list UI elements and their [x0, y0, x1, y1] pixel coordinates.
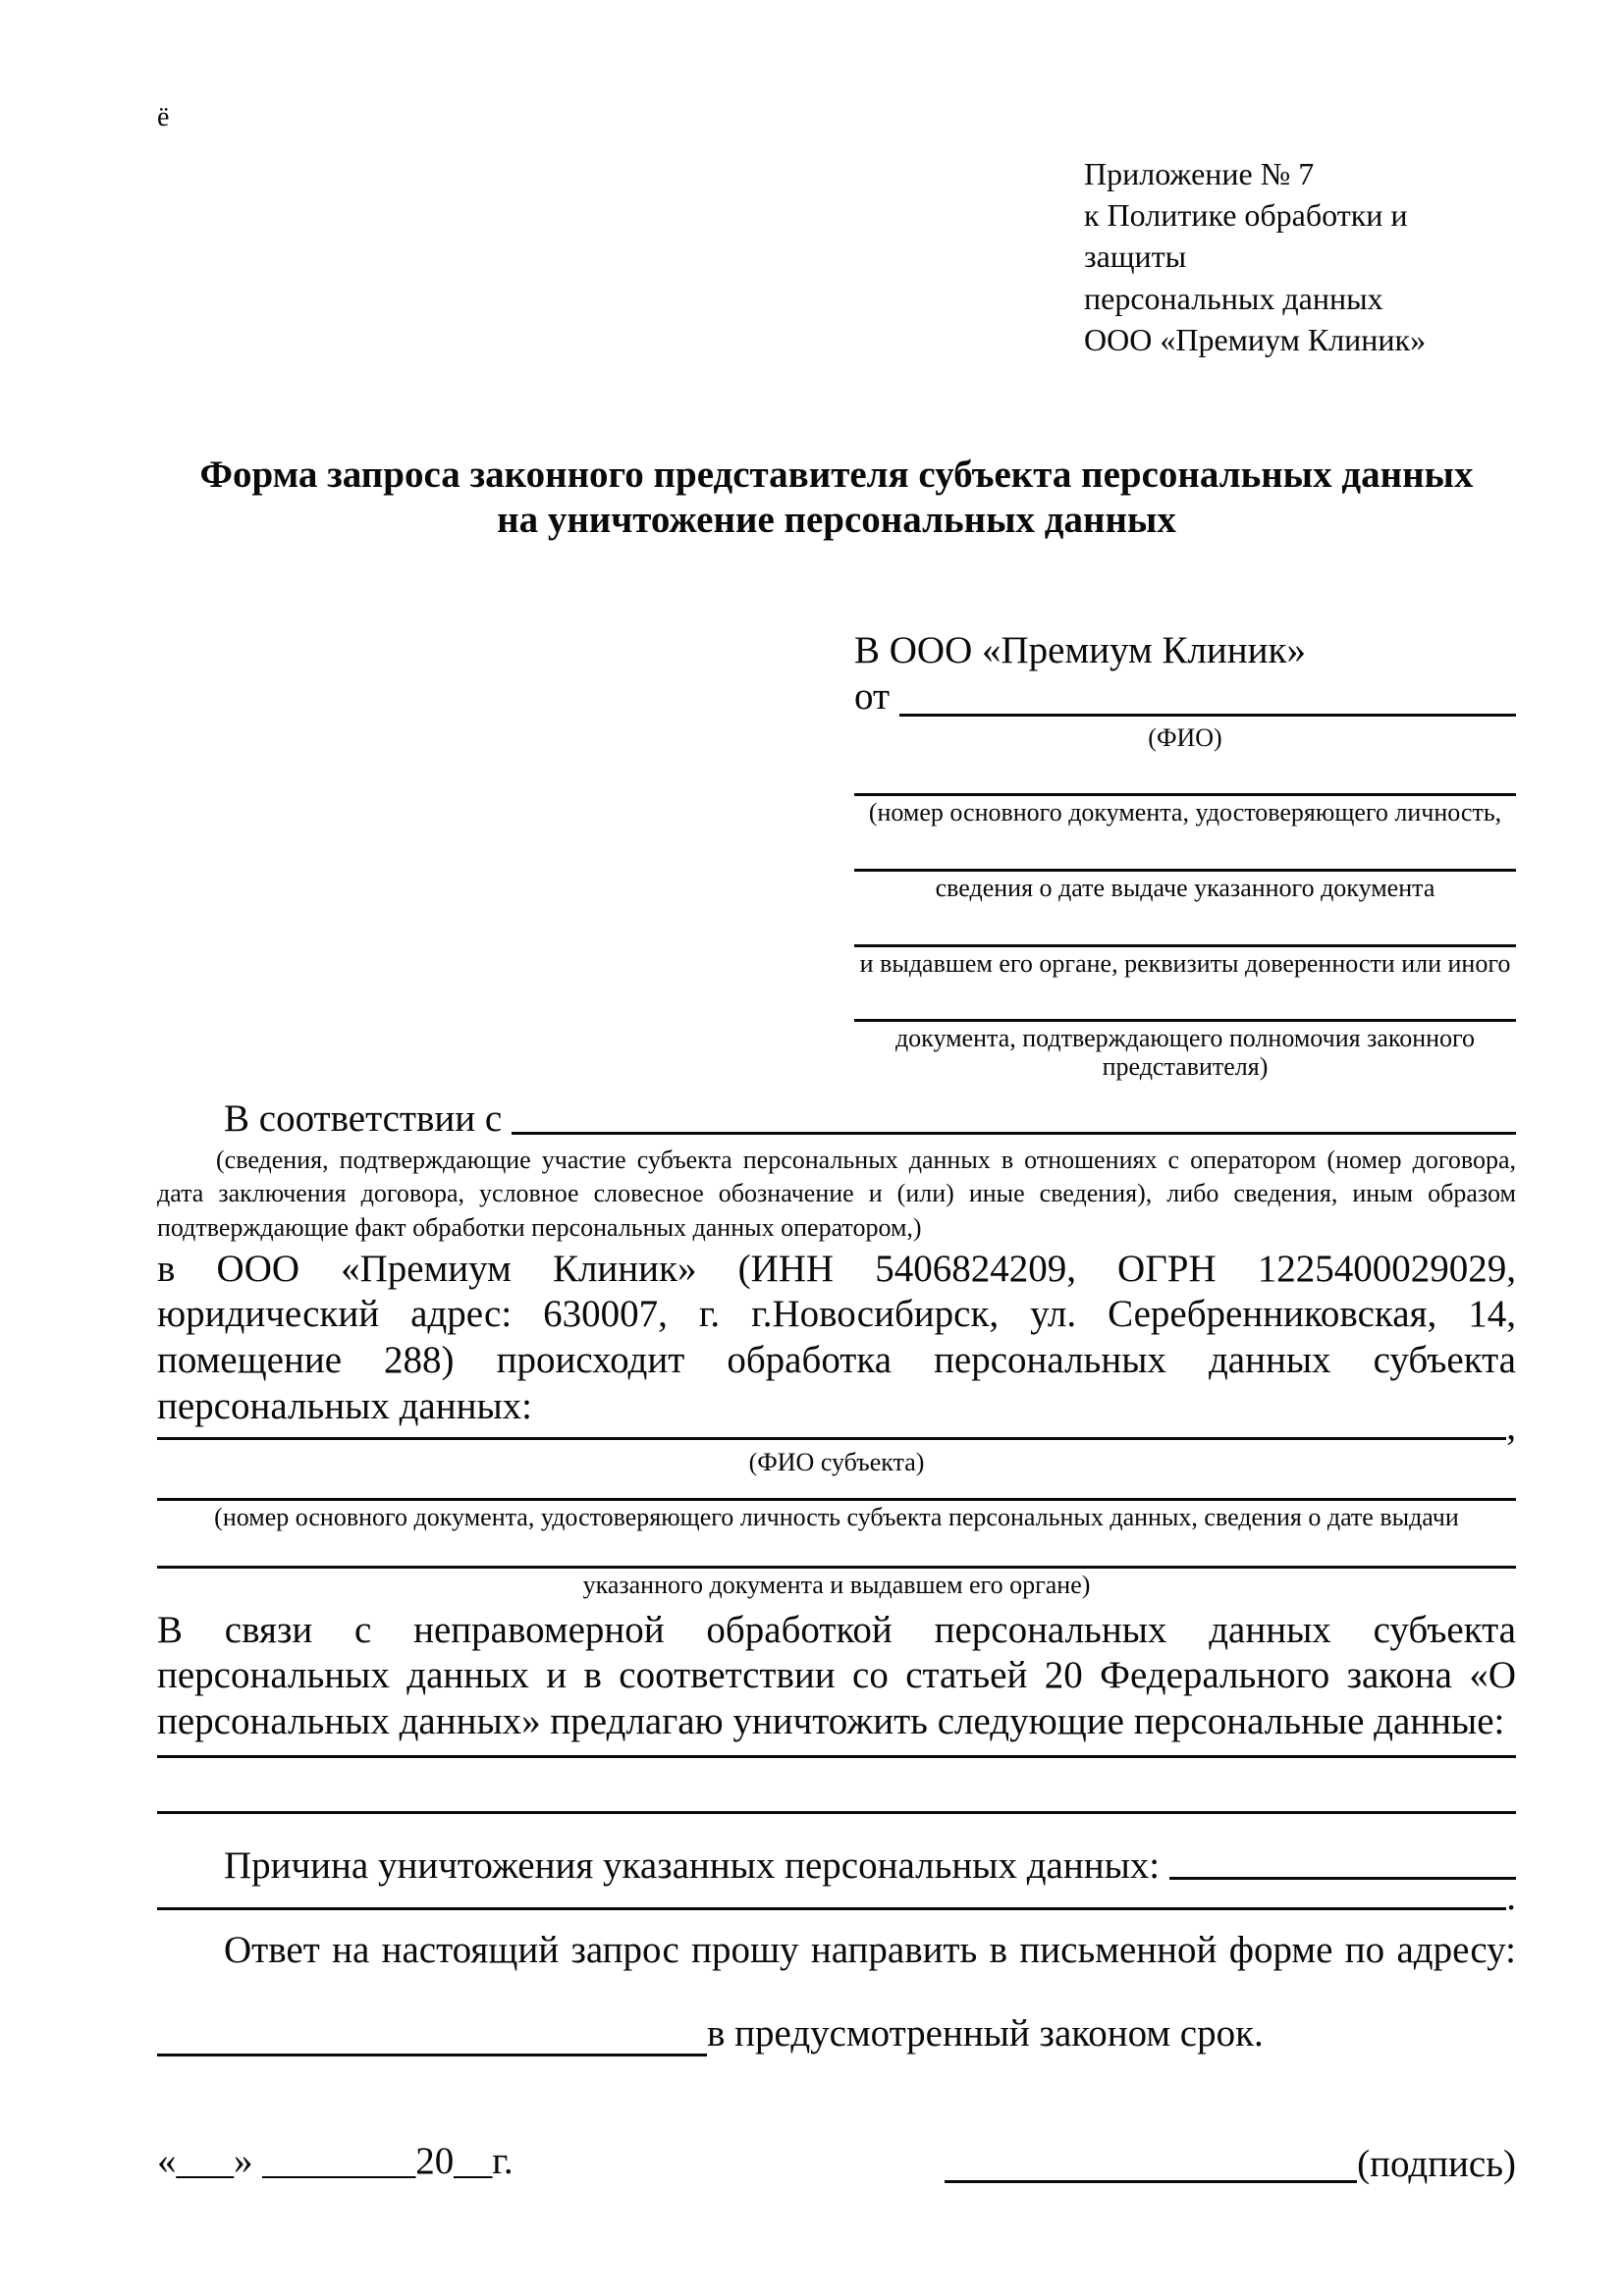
title-line-2: на уничтожение персональных данных [497, 499, 1176, 542]
fio-caption: (ФИО) [1148, 722, 1222, 752]
document-title [157, 453, 1516, 543]
accordance-lead: В соответствии с [224, 1097, 503, 1141]
appendix-line: к Политике обработки и защиты [1084, 197, 1408, 275]
subject-document-caption-1: (номер основного документа, удостоверяющего личность субъекта персональных данных, сведения о дате выдачи [214, 1503, 1459, 1532]
recipient-to: В ООО «Премиум Клиник» [854, 629, 1306, 672]
subject-authority-blank-line [157, 1532, 1516, 1569]
signature-caption: (подпись) [1357, 2142, 1516, 2185]
representative-fio-blank-line [899, 674, 1516, 717]
field-caption-2: сведения о дате выдаче указанного документа [935, 874, 1435, 903]
destroy-paragraph: В связи с неправомерной обработкой персональных данных субъекта персональных данных и в соответствии со статьей 20 Федерального закона «О персональных данных» предлагаю уничтожить следующие персональные данные: [157, 1608, 1516, 1743]
appendix-line: Приложение № 7 [1084, 156, 1315, 191]
field-caption-3: и выдавшем его органе, реквизиты доверенности или иного [859, 948, 1511, 978]
subject-document-blank-line [157, 1476, 1516, 1501]
recipient-block [854, 629, 1516, 1081]
appendix-line: персональных данных [1084, 280, 1383, 316]
document-body [157, 1096, 1516, 2185]
accordance-note: (сведения, подтверждающие участие субъекта персональных данных в отношениях с оператором (номер договора, дата заключения договора, условное словесное обозначение и (или) иные сведения), либо сведения, иным образом подтверждающие факт обработки персональных данных оператором,) [157, 1146, 1516, 1242]
accordance-row [157, 1096, 1516, 1140]
field-caption-1: (номер основного документа, удостоверяющего личность, [868, 798, 1502, 828]
date-line: «___» ________20__г. [157, 2139, 514, 2182]
title-line-1: Форма запроса законного представителя субъекта персональных данных [199, 454, 1474, 497]
subject-fio-row [157, 1405, 1516, 1448]
reason-continuation-blank-line [157, 1907, 1506, 1910]
from-label: от [854, 674, 891, 718]
subject-comma: , [1506, 1405, 1516, 1448]
issuing-authority-blank-line [854, 903, 1516, 947]
field-caption-4: документа, подтверждающего полномочия законного представителя) [894, 1024, 1476, 1081]
reason-continuation-row [157, 1875, 1516, 1918]
footer-row [157, 2139, 1516, 2183]
subject-fio-caption: (ФИО субъекта) [748, 1447, 925, 1476]
stray-char: ё [157, 102, 170, 133]
answer-paragraph-lead: Ответ на настоящий запрос прошу направить в письменной форме по адресу: [224, 1928, 1516, 1971]
appendix-line: ООО «Премиум Клиник» [1084, 321, 1427, 357]
signature-blank-line [945, 2143, 1357, 2183]
answer-tail: в предусмотренный законом срок. [707, 2011, 1264, 2055]
accordance-blank-line [512, 1096, 1516, 1135]
data-to-destroy-blank-line-1 [157, 1745, 1516, 1758]
reason-blank-line [1169, 1843, 1516, 1880]
answer-address-row [157, 2012, 1516, 2056]
answer-address-blank-line [157, 2014, 707, 2056]
data-to-destroy-blank-line-2 [157, 1758, 1516, 1814]
subject-fio-blank-line [157, 1437, 1506, 1440]
document-number-blank-line [854, 752, 1516, 796]
subject-document-caption-2: указанного документа и выдавшем его органе) [582, 1570, 1091, 1599]
operator-paragraph: в ООО «Премиум Клиник» (ИНН 5406824209, ОГРН 1225400029029, юридический адрес: 630007, г. г.Новосибирск, ул. Серебренниковская, 14, помещение 288) происходит обработка персональных данных субъекта персональных данных: [157, 1247, 1516, 1427]
reason-lead: Причина уничтожения указанных персональных данных: [224, 1843, 1161, 1887]
signature-block [945, 2143, 1516, 2183]
reason-row [157, 1843, 1516, 1885]
from-row [854, 674, 1516, 721]
authority-document-blank-line [854, 978, 1516, 1022]
reason-period: . [1506, 1875, 1516, 1918]
appendix-header [1084, 153, 1516, 360]
issue-date-blank-line [854, 828, 1516, 872]
